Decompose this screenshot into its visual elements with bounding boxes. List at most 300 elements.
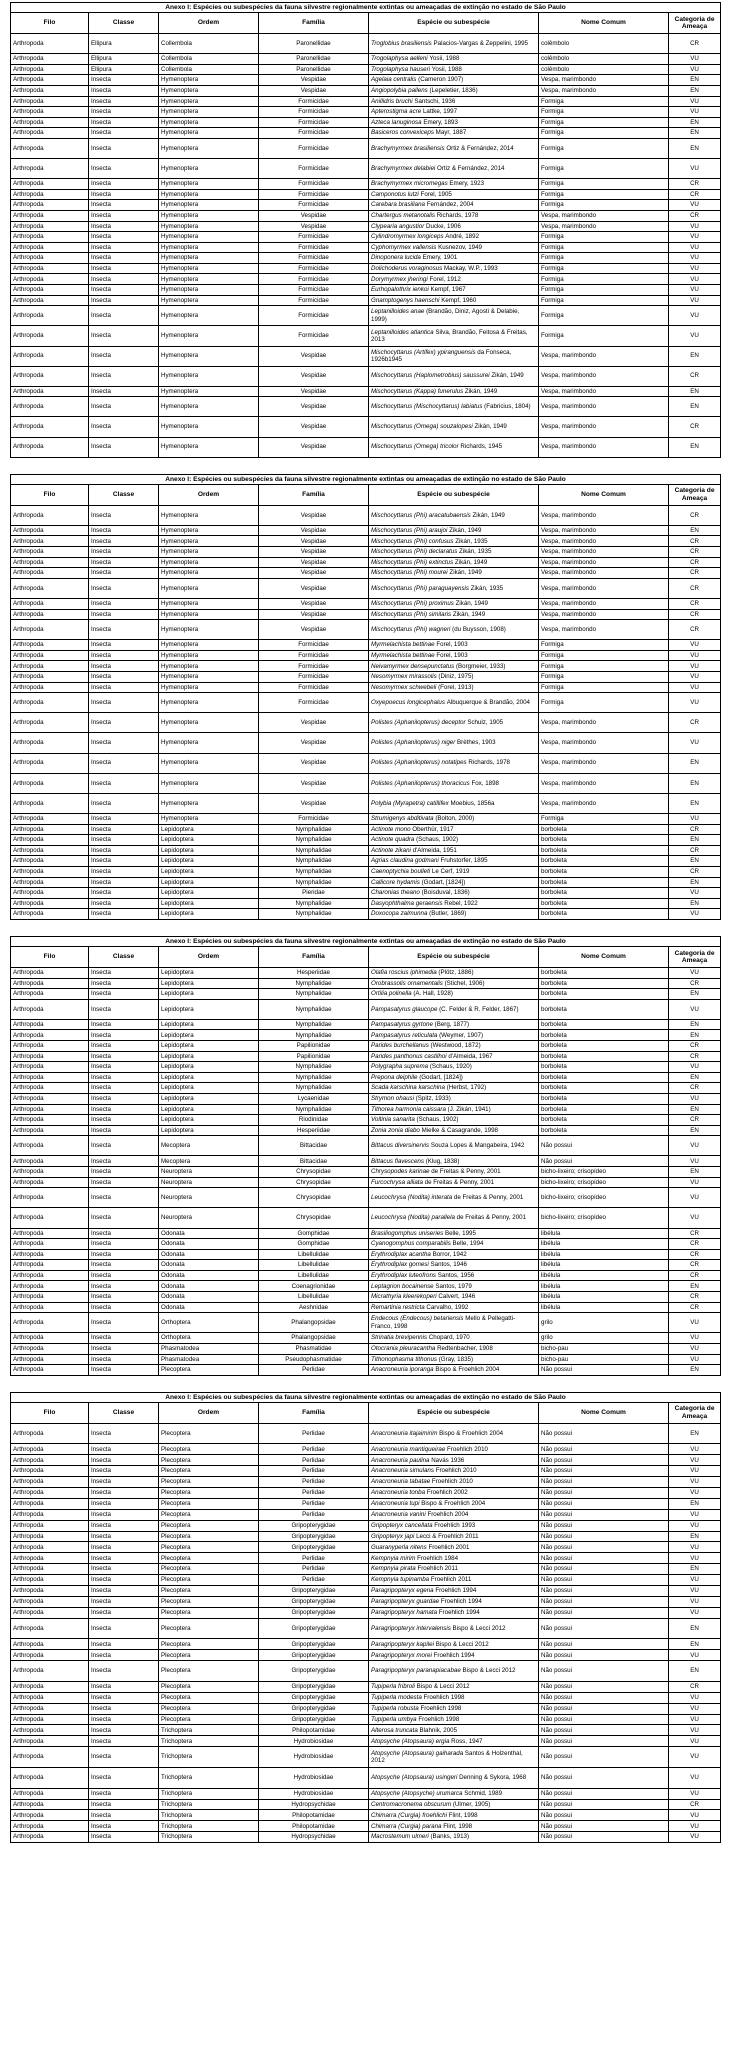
cell-ordem: Hymenoptera — [159, 682, 259, 693]
cell-familia: Gripopterygidae — [259, 1520, 369, 1531]
cell-especie — [369, 1302, 539, 1313]
column-header: Ordem — [159, 13, 259, 34]
cell-especie — [369, 1736, 539, 1747]
cell-especie — [369, 793, 539, 813]
cell-especie — [369, 1177, 539, 1188]
cell-filo: Arthropoda — [11, 210, 89, 221]
species-name: Polygrapha suprema — [371, 1063, 429, 1071]
cell-familia: Nymphalidae — [259, 845, 369, 856]
cell-filo: Arthropoda — [11, 1365, 89, 1376]
species-authority: Rebel, 1922 — [444, 899, 478, 907]
cell-classe: Insecta — [89, 1188, 159, 1208]
species-name: Pampasatyrus reticulata — [371, 1031, 438, 1039]
cell-categoria: VU — [669, 54, 721, 65]
cell-classe: Insecta — [89, 1596, 159, 1607]
cell-filo: Arthropoda — [11, 845, 89, 856]
species-authority: Zikán, 1949 — [449, 526, 482, 534]
cell-filo: Arthropoda — [11, 85, 89, 96]
cell-especie — [369, 1618, 539, 1639]
cell-ordem: Lepidoptera — [159, 877, 259, 888]
table-row — [11, 1239, 721, 1250]
cell-filo: Arthropoda — [11, 1736, 89, 1747]
table-row — [11, 1156, 721, 1167]
cell-classe: Insecta — [89, 888, 159, 899]
species-authority: Forel, 1903 — [436, 641, 468, 649]
species-name: Anillidris bruchi — [371, 97, 413, 105]
cell-classe: Insecta — [89, 693, 159, 713]
table-row — [11, 999, 721, 1019]
cell-ordem: Hymenoptera — [159, 557, 259, 568]
cell-ordem: Plecoptera — [159, 1520, 259, 1531]
cell-filo: Arthropoda — [11, 34, 89, 54]
cell-classe: Insecta — [89, 682, 159, 693]
cell-familia: Formicidae — [259, 650, 369, 661]
cell-nome-comum: Vespa, marimbondo — [539, 547, 669, 558]
cell-classe: Insecta — [89, 877, 159, 888]
cell-filo: Arthropoda — [11, 578, 89, 598]
cell-familia: Nymphalidae — [259, 909, 369, 920]
cell-categoria: VU — [669, 1333, 721, 1344]
column-header: Filo — [11, 13, 89, 34]
cell-nome-comum: Vespa, marimbondo — [539, 733, 669, 753]
species-authority: d'Almeida, 1967 — [448, 1052, 493, 1060]
species-name: Anacroneuria tupi — [371, 1500, 420, 1508]
column-header: Categoria de Ameaça — [669, 484, 721, 505]
cell-ordem: Neuroptera — [159, 1177, 259, 1188]
cell-filo: Arthropoda — [11, 397, 89, 417]
cell-nome-comum: Vespa, marimbondo — [539, 598, 669, 609]
species-name: Leptanilloides atlantica — [371, 328, 434, 336]
cell-filo: Arthropoda — [11, 285, 89, 296]
cell-ordem: Trichoptera — [159, 1725, 259, 1736]
cell-categoria: CR — [669, 866, 721, 877]
cell-classe: Insecta — [89, 285, 159, 296]
species-authority: Richards, 1945 — [460, 443, 503, 451]
cell-familia: Hydrobiosidae — [259, 1767, 369, 1788]
cell-ordem: Hymenoptera — [159, 179, 259, 190]
cell-ordem: Hymenoptera — [159, 578, 259, 598]
species-authority: Mackay, W.P., 1993 — [443, 264, 498, 272]
cell-categoria: VU — [669, 1767, 721, 1788]
table-row — [11, 1747, 721, 1768]
cell-familia: Nymphalidae — [259, 866, 369, 877]
species-authority: Zikán, 1949 — [454, 558, 488, 566]
cell-especie — [369, 232, 539, 243]
cell-filo: Arthropoda — [11, 1498, 89, 1509]
cell-familia: Gripopterygidae — [259, 1639, 369, 1650]
cell-nome-comum: Vespa, marimbondo — [539, 773, 669, 793]
cell-classe: Insecta — [89, 1788, 159, 1799]
cell-categoria: CR — [669, 536, 721, 547]
cell-especie — [369, 210, 539, 221]
cell-familia: Philopotamidae — [259, 1810, 369, 1821]
cell-familia: Vespidae — [259, 598, 369, 609]
cell-categoria: VU — [669, 1747, 721, 1768]
cell-categoria: VU — [669, 1188, 721, 1208]
cell-classe: Insecta — [89, 1333, 159, 1344]
cell-categoria: VU — [669, 682, 721, 693]
cell-ordem: Hymenoptera — [159, 306, 259, 326]
cell-nome-comum: Não possui — [539, 1136, 669, 1156]
cell-classe: Insecta — [89, 672, 159, 683]
cell-filo: Arthropoda — [11, 598, 89, 609]
cell-especie — [369, 536, 539, 547]
cell-especie — [369, 1520, 539, 1531]
species-authority: Froehlich 1994 — [440, 1598, 482, 1606]
species-name: Zonia zonia diabo — [371, 1126, 420, 1134]
cell-filo: Arthropoda — [11, 1093, 89, 1104]
table-row — [11, 1423, 721, 1444]
cell-familia: Gomphidae — [259, 1239, 369, 1250]
cell-especie — [369, 346, 539, 366]
table-row — [11, 128, 721, 139]
cell-ordem: Lepidoptera — [159, 1125, 259, 1136]
cell-ordem: Hymenoptera — [159, 107, 259, 118]
cell-filo: Arthropoda — [11, 1208, 89, 1228]
cell-filo: Arthropoda — [11, 866, 89, 877]
species-authority: (Klug, 1838) — [425, 1157, 460, 1165]
species-name: Mischocyttarus (Omega) tricolor — [371, 443, 459, 451]
cell-familia: Vespidae — [259, 386, 369, 397]
cell-filo: Arthropoda — [11, 1488, 89, 1499]
cell-familia: Paronellidae — [259, 34, 369, 54]
cell-classe: Insecta — [89, 306, 159, 326]
cell-familia: Formicidae — [259, 200, 369, 211]
cell-categoria: VU — [669, 693, 721, 713]
cell-ordem: Hymenoptera — [159, 253, 259, 264]
species-authority: Zikán, 1949 — [491, 372, 524, 380]
cell-categoria: CR — [669, 1260, 721, 1271]
cell-nome-comum: Não possui — [539, 1498, 669, 1509]
cell-familia: Vespidae — [259, 557, 369, 568]
species-name: Myrmelachista bettinae — [371, 641, 435, 649]
cell-classe: Insecta — [89, 1093, 159, 1104]
cell-especie — [369, 34, 539, 54]
table-row — [11, 346, 721, 366]
species-authority: Bispo & Froehlich 2004 — [435, 1366, 500, 1374]
table-row — [11, 898, 721, 909]
table-row — [11, 672, 721, 683]
cell-filo: Arthropoda — [11, 1703, 89, 1714]
cell-especie — [369, 397, 539, 417]
cell-especie — [369, 1788, 539, 1799]
cell-categoria: CR — [669, 547, 721, 558]
table-row — [11, 64, 721, 75]
cell-categoria: EN — [669, 1019, 721, 1030]
cell-ordem: Hymenoptera — [159, 813, 259, 824]
species-authority: Froehlich 1994 — [435, 1587, 477, 1595]
cell-ordem: Odonata — [159, 1228, 259, 1239]
cell-classe: Insecta — [89, 1115, 159, 1126]
cell-especie — [369, 295, 539, 306]
column-header: Categoria de Ameaça — [669, 1402, 721, 1423]
table-row — [11, 1509, 721, 1520]
cell-familia: Vespidae — [259, 568, 369, 579]
cell-especie — [369, 1661, 539, 1682]
species-authority: Richards, 1978 — [468, 759, 510, 767]
cell-familia: Vespidae — [259, 773, 369, 793]
cell-classe: Insecta — [89, 866, 159, 877]
cell-nome-comum: bicho-pau — [539, 1354, 669, 1365]
table-row — [11, 1019, 721, 1030]
cell-familia: Nymphalidae — [259, 877, 369, 888]
cell-filo: Arthropoda — [11, 1832, 89, 1843]
cell-categoria: VU — [669, 96, 721, 107]
species-authority: Yosii, 1988 — [431, 65, 462, 73]
species-authority: Froehlich 2010 — [435, 1467, 477, 1475]
cell-categoria: CR — [669, 1041, 721, 1052]
cell-filo: Arthropoda — [11, 682, 89, 693]
table-row — [11, 967, 721, 978]
cell-filo: Arthropoda — [11, 1313, 89, 1333]
cell-nome-comum: Não possui — [539, 1703, 669, 1714]
cell-especie — [369, 620, 539, 640]
cell-familia: Paronellidae — [259, 64, 369, 75]
cell-nome-comum: borboleta — [539, 999, 669, 1019]
cell-ordem: Trichoptera — [159, 1767, 259, 1788]
table-row — [11, 1810, 721, 1821]
cell-ordem: Lepidoptera — [159, 1072, 259, 1083]
cell-nome-comum: Vespa, marimbondo — [539, 437, 669, 457]
cell-categoria: CR — [669, 210, 721, 221]
cell-ordem: Phasmatodea — [159, 1354, 259, 1365]
cell-filo: Arthropoda — [11, 1104, 89, 1115]
cell-categoria: VU — [669, 242, 721, 253]
table-row — [11, 682, 721, 693]
cell-classe: Insecta — [89, 1542, 159, 1553]
species-authority: da Fonseca, 1926b1945 — [371, 348, 512, 364]
table-row — [11, 54, 721, 65]
table-row — [11, 1607, 721, 1618]
cell-nome-comum: Não possui — [539, 1714, 669, 1725]
table-row — [11, 1681, 721, 1692]
cell-classe: Insecta — [89, 1586, 159, 1597]
species-authority: Oberthür, 1917 — [412, 825, 454, 833]
cell-especie — [369, 386, 539, 397]
cell-classe: Insecta — [89, 1810, 159, 1821]
cell-categoria: VU — [669, 1575, 721, 1586]
cell-nome-comum: Formiga — [539, 274, 669, 285]
cell-classe: Insecta — [89, 1661, 159, 1682]
cell-especie — [369, 1354, 539, 1365]
species-authority: Santos, 1979 — [435, 1282, 472, 1290]
cell-ordem: Hymenoptera — [159, 640, 259, 651]
cell-categoria: CR — [669, 978, 721, 989]
species-authority: Schmid, 1989 — [464, 1789, 503, 1797]
column-header: Classe — [89, 946, 159, 967]
cell-especie — [369, 525, 539, 536]
cell-familia: Formicidae — [259, 128, 369, 139]
species-name: Mischocyttarus (Kappa) funerulus — [371, 387, 464, 395]
cell-especie — [369, 1586, 539, 1597]
cell-categoria: CR — [669, 845, 721, 856]
species-name: Dinoponera lucida — [371, 254, 421, 262]
cell-classe: Insecta — [89, 1832, 159, 1843]
species-name: Mischocyttarus (Phi) proximus — [371, 600, 454, 608]
table-row — [11, 1488, 721, 1499]
cell-ordem: Lepidoptera — [159, 978, 259, 989]
species-name: Kempnyia pirata — [371, 1565, 416, 1573]
cell-filo: Arthropoda — [11, 366, 89, 386]
cell-classe: Insecta — [89, 1270, 159, 1281]
cell-classe: Insecta — [89, 1260, 159, 1271]
cell-familia: Vespidae — [259, 578, 369, 598]
cell-familia: Gripopterygidae — [259, 1586, 369, 1597]
species-name: Pampasatyrus glaucope — [371, 1005, 438, 1013]
cell-filo: Arthropoda — [11, 1083, 89, 1094]
table-row — [11, 813, 721, 824]
species-name: Callicore hydamis — [371, 878, 420, 886]
species-name: Alterosa truncata — [371, 1726, 418, 1734]
species-name: Doxocopa zalmunna — [371, 910, 428, 918]
table-row — [11, 598, 721, 609]
cell-categoria: CR — [669, 578, 721, 598]
column-header: Nome Comum — [539, 1402, 669, 1423]
table-row — [11, 1292, 721, 1303]
cell-categoria: EN — [669, 877, 721, 888]
cell-classe: Insecta — [89, 1681, 159, 1692]
cell-especie — [369, 1228, 539, 1239]
cell-especie — [369, 1051, 539, 1062]
cell-ordem: Hymenoptera — [159, 200, 259, 211]
cell-categoria: CR — [669, 1051, 721, 1062]
cell-classe: Insecta — [89, 661, 159, 672]
species-name: Polybia (Myrapetra) catillifex — [371, 799, 449, 807]
cell-ordem: Hymenoptera — [159, 96, 259, 107]
cell-nome-comum: borboleta — [539, 1125, 669, 1136]
cell-nome-comum: Vespa, marimbondo — [539, 386, 669, 397]
cell-especie — [369, 1313, 539, 1333]
cell-familia: Formicidae — [259, 189, 369, 200]
cell-nome-comum: Vespa, marimbondo — [539, 346, 669, 366]
cell-nome-comum: Não possui — [539, 1821, 669, 1832]
cell-categoria: VU — [669, 1703, 721, 1714]
cell-familia: Hydropsychidae — [259, 1832, 369, 1843]
cell-nome-comum: Vespa, marimbondo — [539, 557, 669, 568]
cell-categoria: CR — [669, 1115, 721, 1126]
cell-classe: Insecta — [89, 1703, 159, 1714]
table-row — [11, 888, 721, 899]
cell-categoria: EN — [669, 1531, 721, 1542]
cell-familia: Perlidae — [259, 1488, 369, 1499]
species-name: Voltinia sanarita — [371, 1116, 415, 1124]
cell-ordem: Hymenoptera — [159, 189, 259, 200]
species-name: Chartergus metanotalis — [371, 212, 435, 219]
cell-ordem: Trichoptera — [159, 1747, 259, 1768]
cell-familia: Vespidae — [259, 609, 369, 620]
species-authority: Froehlich 2010 — [447, 1445, 488, 1453]
cell-categoria: VU — [669, 1650, 721, 1661]
table-row — [11, 773, 721, 793]
cell-filo: Arthropoda — [11, 1575, 89, 1586]
cell-especie — [369, 1767, 539, 1788]
table-row — [11, 417, 721, 437]
cell-filo: Arthropoda — [11, 437, 89, 457]
cell-classe: Insecta — [89, 366, 159, 386]
species-name: Tupiperla modesta — [371, 1694, 422, 1702]
cell-ordem: Odonata — [159, 1281, 259, 1292]
table-row — [11, 179, 721, 190]
cell-categoria: EN — [669, 85, 721, 96]
cell-familia: Perlidae — [259, 1423, 369, 1444]
species-name: Charonias theano — [371, 889, 420, 897]
cell-classe: Insecta — [89, 1083, 159, 1094]
cell-familia: Perlidae — [259, 1575, 369, 1586]
table-row — [11, 366, 721, 386]
species-name: Agrias claudina godmani — [371, 857, 439, 865]
species-authority: Emery, 1893 — [423, 118, 458, 126]
cell-nome-comum: borboleta — [539, 978, 669, 989]
table-row — [11, 253, 721, 264]
cell-especie — [369, 117, 539, 128]
cell-categoria: VU — [669, 295, 721, 306]
cell-familia: Hydrobiosidae — [259, 1747, 369, 1768]
cell-nome-comum: Não possui — [539, 1553, 669, 1564]
cell-nome-comum: Não possui — [539, 1810, 669, 1821]
cell-filo: Arthropoda — [11, 813, 89, 824]
cell-ordem: Lepidoptera — [159, 856, 259, 867]
cell-categoria: VU — [669, 64, 721, 75]
cell-especie — [369, 1333, 539, 1344]
table-row — [11, 1249, 721, 1260]
cell-categoria: VU — [669, 1736, 721, 1747]
cell-familia: Formicidae — [259, 107, 369, 118]
cell-ordem: Hymenoptera — [159, 232, 259, 243]
cell-categoria: VU — [669, 274, 721, 285]
cell-filo: Arthropoda — [11, 1692, 89, 1703]
table-row — [11, 274, 721, 285]
cell-especie — [369, 856, 539, 867]
cell-filo: Arthropoda — [11, 525, 89, 536]
cell-especie — [369, 1041, 539, 1052]
table-row — [11, 1125, 721, 1136]
species-name: Brasiliogomphus uniseries — [371, 1229, 444, 1237]
cell-especie — [369, 733, 539, 753]
cell-filo: Arthropoda — [11, 221, 89, 232]
species-authority: (C. Felder & R. Felder, 1867) — [439, 1005, 519, 1013]
cell-categoria: VU — [669, 1455, 721, 1466]
table-row — [11, 75, 721, 86]
cell-categoria: VU — [669, 232, 721, 243]
cell-classe: Insecta — [89, 1019, 159, 1030]
species-name: Carebara brasiliana — [371, 201, 425, 209]
cell-ordem: Hymenoptera — [159, 221, 259, 232]
species-name: Leptanilloides anae — [371, 308, 425, 316]
cell-ordem: Plecoptera — [159, 1639, 259, 1650]
table-row — [11, 1639, 721, 1650]
cell-especie — [369, 1423, 539, 1444]
cell-categoria: VU — [669, 1586, 721, 1597]
table-row — [11, 1041, 721, 1052]
cell-filo: Arthropoda — [11, 306, 89, 326]
cell-nome-comum: Formiga — [539, 682, 669, 693]
table-row — [11, 1062, 721, 1073]
cell-familia: Vespidae — [259, 437, 369, 457]
cell-classe: Insecta — [89, 128, 159, 139]
table-row — [11, 877, 721, 888]
cell-filo: Arthropoda — [11, 128, 89, 139]
cell-ordem: Lepidoptera — [159, 898, 259, 909]
table-row — [11, 1575, 721, 1586]
species-name: Nesomyrmex schwebeli — [371, 683, 437, 691]
table-row — [11, 1618, 721, 1639]
cell-classe: Insecta — [89, 1488, 159, 1499]
species-name: Mischocyttarus (Omega) souzalopesi — [371, 423, 473, 431]
cell-especie — [369, 417, 539, 437]
cell-classe: Insecta — [89, 253, 159, 264]
cell-especie — [369, 1030, 539, 1041]
cell-ordem: Lepidoptera — [159, 909, 259, 920]
